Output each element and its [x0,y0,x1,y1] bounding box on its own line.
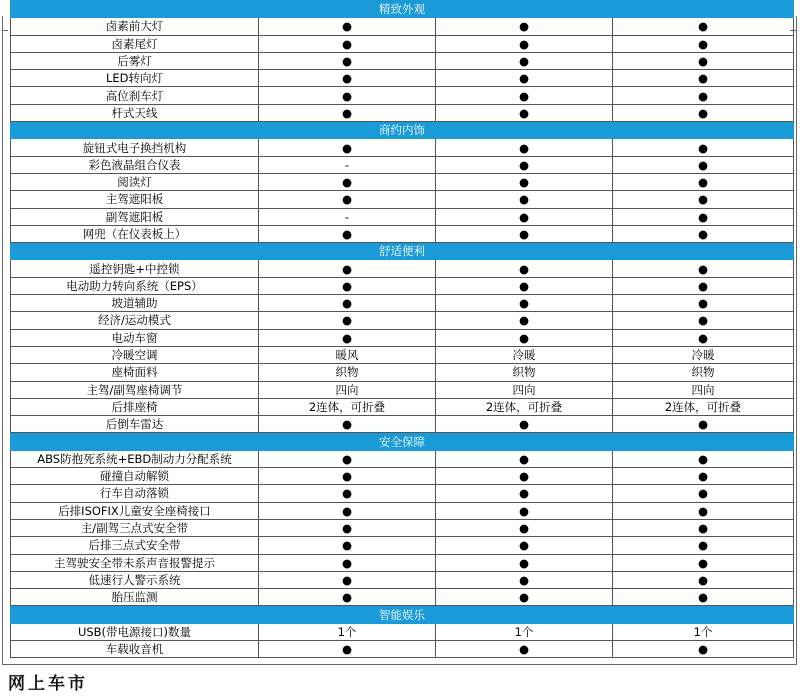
trim-value-3: ● [613,208,794,225]
trim-value-3: ● [613,468,794,485]
table-row [11,416,794,433]
trim-value-2: ● [436,589,613,606]
table-row [11,156,794,173]
trim-value-2: ● [436,640,613,657]
frame-tick-left [2,30,8,31]
trim-value-1: - [259,208,436,225]
trim-value-2: ● [436,295,613,312]
trim-value-3: 1个 [613,623,794,640]
feature-name: 杆式天线 [11,104,259,121]
feature-name: 后排ISOFIX儿童安全座椅接口 [11,502,259,519]
section-title: 精致外观 [11,1,794,18]
trim-value-3: ● [613,295,794,312]
table-row [11,191,794,208]
trim-value-1: ● [259,502,436,519]
trim-value-3: ● [613,450,794,467]
table-row [11,519,794,536]
trim-value-1: ● [259,537,436,554]
feature-name: 后倒车雷达 [11,416,259,433]
trim-value-3: ● [613,554,794,571]
trim-value-1: ● [259,295,436,312]
trim-value-2: ● [436,260,613,277]
feature-name: 主驾驶安全带未系声音报警提示 [11,554,259,571]
trim-value-1: ● [259,329,436,346]
trim-value-1: ● [259,139,436,156]
feature-name: 碰撞自动解锁 [11,468,259,485]
trim-value-1: ● [259,589,436,606]
trim-value-3: ● [613,70,794,87]
trim-value-3: ● [613,589,794,606]
feature-name: 后雾灯 [11,52,259,69]
trim-value-2: ● [436,208,613,225]
table-row [11,450,794,467]
feature-name: 冷暖空调 [11,346,259,363]
feature-name: 网兜（在仪表板上） [11,225,259,242]
trim-value-2: 1个 [436,623,613,640]
trim-value-1: ● [259,35,436,52]
trim-value-2: ● [436,139,613,156]
table-row [11,139,794,156]
table-row [11,173,794,190]
trim-value-2: ● [436,468,613,485]
table-row [11,260,794,277]
feature-name: 座椅面料 [11,364,259,381]
trim-value-2: ● [436,329,613,346]
trim-value-2: ● [436,450,613,467]
feature-name: 副驾遮阳板 [11,208,259,225]
trim-value-3: ● [613,191,794,208]
feature-name: LED转向灯 [11,70,259,87]
trim-value-3: ● [613,502,794,519]
table-row [11,346,794,363]
feature-name: 行车自动落锁 [11,485,259,502]
trim-value-2: ● [436,35,613,52]
feature-name: 胎压监测 [11,589,259,606]
trim-value-2: ● [436,87,613,104]
table-row [11,398,794,415]
trim-value-3: ● [613,329,794,346]
table-row [11,70,794,87]
trim-value-3: ● [613,312,794,329]
table-row [11,468,794,485]
trim-value-1: 2连体，可折叠 [259,398,436,415]
trim-value-2: 2连体，可折叠 [436,398,613,415]
table-row [11,623,794,640]
trim-value-2: ● [436,191,613,208]
trim-value-2: ● [436,70,613,87]
trim-value-3: ● [613,173,794,190]
feature-name: 车载收音机 [11,640,259,657]
table-row [11,502,794,519]
trim-value-1: ● [259,260,436,277]
trim-value-3: 织物 [613,364,794,381]
trim-value-2: ● [436,52,613,69]
table-row [11,35,794,52]
table-row [11,364,794,381]
section-title: 舒适便利 [11,243,794,260]
table-row [11,640,794,657]
feature-name: 阅读灯 [11,173,259,190]
trim-value-3: ● [613,52,794,69]
trim-value-1: ● [259,485,436,502]
table-row [11,589,794,606]
frame-tick-right [790,30,796,31]
trim-value-3: ● [613,260,794,277]
trim-value-1: ● [259,416,436,433]
feature-name: ABS防抱死系统+EBD制动力分配系统 [11,450,259,467]
trim-value-1: 四向 [259,381,436,398]
table-row [11,87,794,104]
trim-value-1: ● [259,571,436,588]
section-title: 安全保障 [11,433,794,450]
trim-value-2: ● [436,554,613,571]
trim-value-2: ● [436,485,613,502]
trim-value-1: ● [259,70,436,87]
section-title: 商约内饰 [11,122,794,139]
trim-value-1: ● [259,554,436,571]
trim-value-1: ● [259,519,436,536]
trim-value-1: 织物 [259,364,436,381]
trim-value-3: 冷暖 [613,346,794,363]
watermark-logo: 网上车市 [8,674,88,694]
trim-value-2: ● [436,416,613,433]
section-title: 智能娱乐 [11,606,794,623]
feature-name: 电动车窗 [11,329,259,346]
table-row [11,329,794,346]
table-row [11,225,794,242]
trim-value-1: ● [259,312,436,329]
feature-name: 遥控钥匙+中控锁 [11,260,259,277]
trim-value-1: ● [259,191,436,208]
trim-value-1: ● [259,87,436,104]
trim-value-3: ● [613,87,794,104]
trim-value-2: ● [436,104,613,121]
trim-value-3: ● [613,277,794,294]
feature-name: 经济/运动模式 [11,312,259,329]
feature-name: 彩色液晶组合仪表 [11,156,259,173]
trim-value-1: ● [259,468,436,485]
trim-value-3: 四向 [613,381,794,398]
table-row [11,381,794,398]
trim-value-2: ● [436,156,613,173]
section-header-row [11,606,794,623]
trim-value-3: ● [613,640,794,657]
trim-value-2: ● [436,502,613,519]
table-row [11,208,794,225]
table-row [11,52,794,69]
trim-value-1: ● [259,18,436,35]
trim-value-3: ● [613,416,794,433]
trim-value-3: ● [613,35,794,52]
trim-value-2: ● [436,537,613,554]
feature-name: 旋钮式电子换挡机构 [11,139,259,156]
section-header-row [11,122,794,139]
trim-value-3: ● [613,571,794,588]
trim-value-3: ● [613,485,794,502]
trim-value-1: ● [259,225,436,242]
trim-value-2: ● [436,18,613,35]
feature-name: 低速行人警示系统 [11,571,259,588]
trim-value-1: 暖风 [259,346,436,363]
trim-value-3: ● [613,225,794,242]
feature-name: 后排三点式安全带 [11,537,259,554]
trim-value-2: 冷暖 [436,346,613,363]
spec-table [10,0,794,658]
trim-value-1: ● [259,277,436,294]
trim-value-3: ● [613,537,794,554]
trim-value-3: ● [613,139,794,156]
trim-value-1: ● [259,173,436,190]
trim-value-2: ● [436,312,613,329]
feature-name: 主驾/副驾座椅调节 [11,381,259,398]
feature-name: 卤素前大灯 [11,18,259,35]
trim-value-2: ● [436,571,613,588]
feature-name: 后排座椅 [11,398,259,415]
trim-value-3: ● [613,156,794,173]
trim-value-2: ● [436,277,613,294]
trim-value-2: ● [436,173,613,190]
table-row [11,485,794,502]
feature-name: 高位刹车灯 [11,87,259,104]
trim-value-1: ● [259,104,436,121]
trim-value-1: - [259,156,436,173]
trim-value-2: 四向 [436,381,613,398]
table-row [11,571,794,588]
table-row [11,312,794,329]
trim-value-1: 1个 [259,623,436,640]
section-header-row [11,433,794,450]
section-header-row [11,243,794,260]
table-row [11,295,794,312]
feature-name: 主/副驾三点式安全带 [11,519,259,536]
trim-value-3: ● [613,519,794,536]
trim-value-2: ● [436,519,613,536]
trim-value-1: ● [259,52,436,69]
feature-name: 卤素尾灯 [11,35,259,52]
spec-table-body [11,1,794,658]
table-row [11,554,794,571]
feature-name: USB(带电源接口)数量 [11,623,259,640]
section-header-row [11,1,794,18]
trim-value-2: ● [436,225,613,242]
feature-name: 坡道辅助 [11,295,259,312]
trim-value-1: ● [259,450,436,467]
trim-value-3: 2连体，可折叠 [613,398,794,415]
table-row [11,277,794,294]
table-row [11,18,794,35]
feature-name: 主驾遮阳板 [11,191,259,208]
trim-value-3: ● [613,104,794,121]
feature-name: 电动助力转向系统（EPS） [11,277,259,294]
trim-value-2: 织物 [436,364,613,381]
trim-value-3: ● [613,18,794,35]
trim-value-1: ● [259,640,436,657]
table-row [11,104,794,121]
table-row [11,537,794,554]
